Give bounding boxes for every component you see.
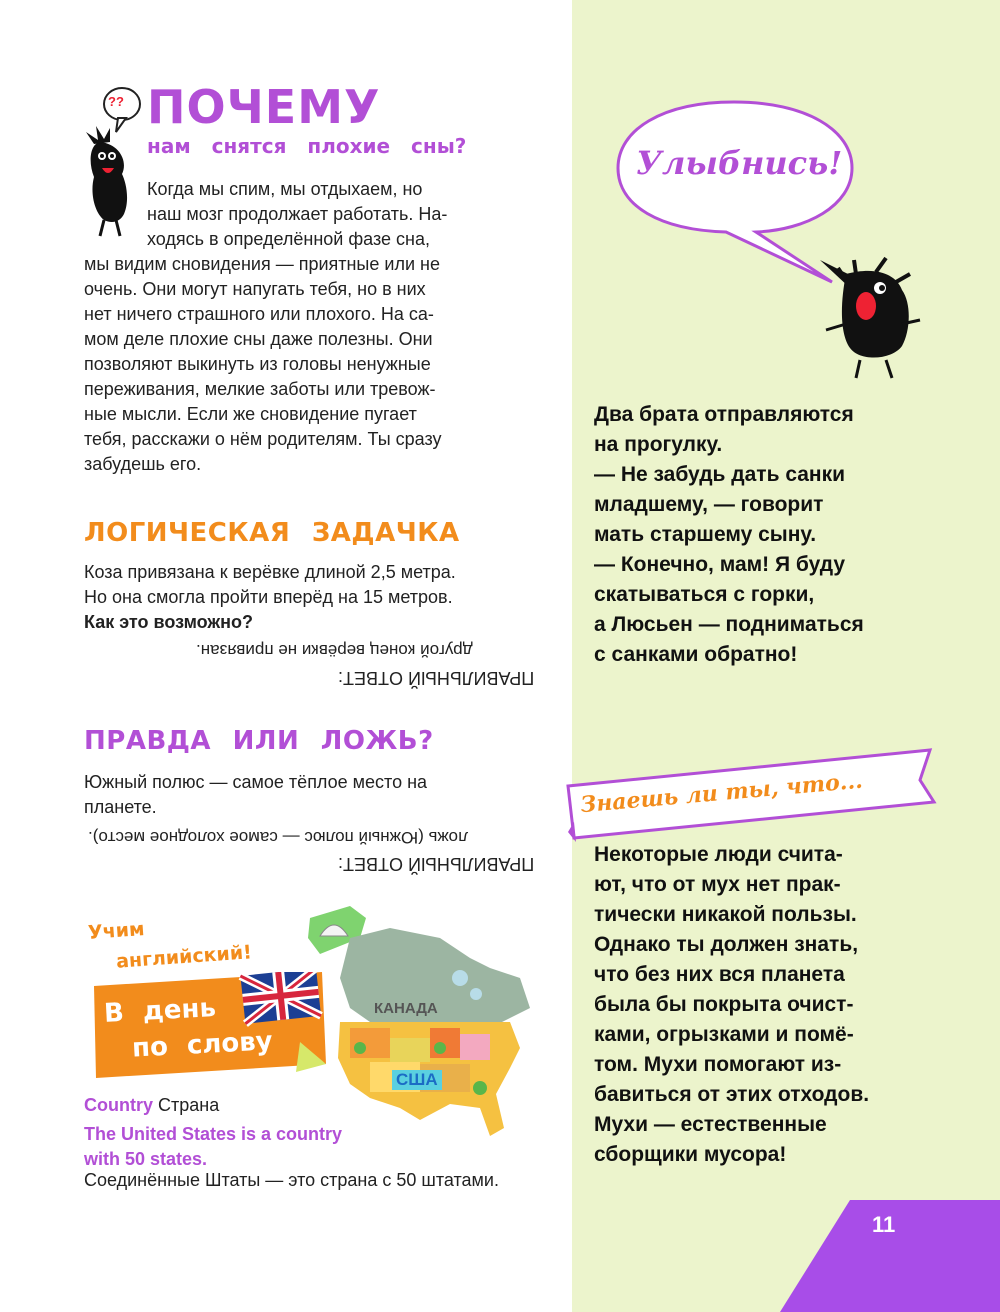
joke-line: — Не забудь дать санки <box>594 463 846 486</box>
fact-line: ют, что от мух нет прак- <box>594 873 841 896</box>
joke-line: скатываться с горки, <box>594 583 815 606</box>
sentence-en-line: The United States is a country <box>84 1124 343 1144</box>
fact-line: сборщики мусора! <box>594 1143 787 1166</box>
map-label-canada: КАНАДА <box>374 1000 438 1017</box>
why-intro-line: ходясь в определённой фазе сна, <box>147 229 430 249</box>
logic-title: ЛОГИЧЕСКАЯ ЗАДАЧКА <box>84 518 460 548</box>
crow-icon <box>816 244 926 384</box>
why-body-line: мом деле плохие сны даже полезны. Они <box>84 329 433 349</box>
english-label-2: английский! <box>115 941 253 973</box>
why-body-line: нет ничего страшного или плохого. На са- <box>84 304 434 324</box>
fact-line: что без них вся планета <box>594 963 845 986</box>
truth-line: Южный полюс — самое тёплое место на <box>84 772 428 792</box>
fact-line: том. Мухи помогают из- <box>594 1053 842 1076</box>
word-line <box>84 1095 219 1116</box>
why-intro-line: наш мозг продолжает работать. На- <box>147 204 448 224</box>
why-intro-line: Когда мы спим, мы отдыхаем, но <box>147 179 423 199</box>
why-body-line: забудешь его. <box>84 454 202 474</box>
joke-line: мать старшему сыну. <box>594 523 817 546</box>
sentence-ru: Соединённые Штаты — это страна с 50 штатами. <box>84 1170 499 1190</box>
word-ru: Страна <box>158 1095 220 1115</box>
truth-line: планете. <box>84 797 157 817</box>
fact-line: бавиться от этих отходов. <box>594 1083 870 1106</box>
english-label-1: Учим <box>87 918 146 944</box>
joke-line: младшему, — говорит <box>594 493 824 516</box>
truth-title: ПРАВДА ИЛИ ЛОЖЬ? <box>84 726 434 756</box>
joke-line: с санками обратно! <box>594 643 798 666</box>
why-intro <box>147 177 507 252</box>
truth-text <box>84 770 514 820</box>
did-you-know-text: Знаешь ли ты, что... <box>579 767 864 819</box>
fact-line: ками, огрызками и помё- <box>594 1023 854 1046</box>
why-body-line: переживания, мелкие заботы или тревож- <box>84 379 436 399</box>
bubble-question: ?? <box>108 94 124 109</box>
sentence-en <box>84 1122 424 1172</box>
sentence-en-line: with 50 states. <box>84 1149 208 1169</box>
logic-answer: другой конец верёвки не привязан. <box>196 641 473 660</box>
page-number: 11 <box>872 1212 896 1237</box>
truth-answer-label: ПРАВИЛЬНЫЙ ОТВЕТ: <box>338 854 535 874</box>
fact-text <box>594 840 924 1170</box>
why-subtitle: нам снятся плохие сны? <box>147 134 467 158</box>
why-body-line: позволяют выкинуть из головы ненужные <box>84 354 431 374</box>
truth-answer: ложь (Южный полюс — самое холодное место). <box>88 828 469 847</box>
map-label-usa: США <box>392 1070 442 1090</box>
word-en: Country <box>84 1095 153 1115</box>
why-body-line: тебя, расскажи о нём родителям. Ты сразу <box>84 429 442 449</box>
fact-line: была бы покрыта очист- <box>594 993 854 1016</box>
why-title: ПОЧЕМУ <box>147 80 381 134</box>
fact-line: Некоторые люди счита- <box>594 843 843 866</box>
joke-line: — Конечно, мам! Я буду <box>594 553 846 576</box>
logic-question: Как это возможно? <box>84 612 254 632</box>
fact-line: Мухи — естественные <box>594 1113 827 1136</box>
logic-line: Коза привязана к верёвке длиной 2,5 метра. <box>84 562 456 582</box>
banner-line-2: по слову <box>131 1026 274 1064</box>
joke-text <box>594 400 924 670</box>
logic-line: Но она смогла пройти вперёд на 15 метров. <box>84 587 453 607</box>
smile-bubble-text: Улыбнись! <box>636 144 843 182</box>
joke-line: Два брата отправляются <box>594 403 854 426</box>
banner-line-1: В день <box>103 993 217 1029</box>
why-body <box>84 252 520 477</box>
fact-line: Однако ты должен знать, <box>594 933 859 956</box>
why-body-line: ные мысли. Если же сновидение пугает <box>84 404 417 424</box>
logic-answer-label: ПРАВИЛЬНЫЙ ОТВЕТ: <box>338 668 535 688</box>
joke-line: на прогулку. <box>594 433 723 456</box>
logic-text <box>84 560 534 635</box>
fact-line: тически никакой пользы. <box>594 903 857 926</box>
why-body-line: очень. Они могут напугать тебя, но в них <box>84 279 426 299</box>
joke-line: а Люсьен — подниматься <box>594 613 864 636</box>
why-body-line: мы видим сновидения — приятные или не <box>84 254 440 274</box>
